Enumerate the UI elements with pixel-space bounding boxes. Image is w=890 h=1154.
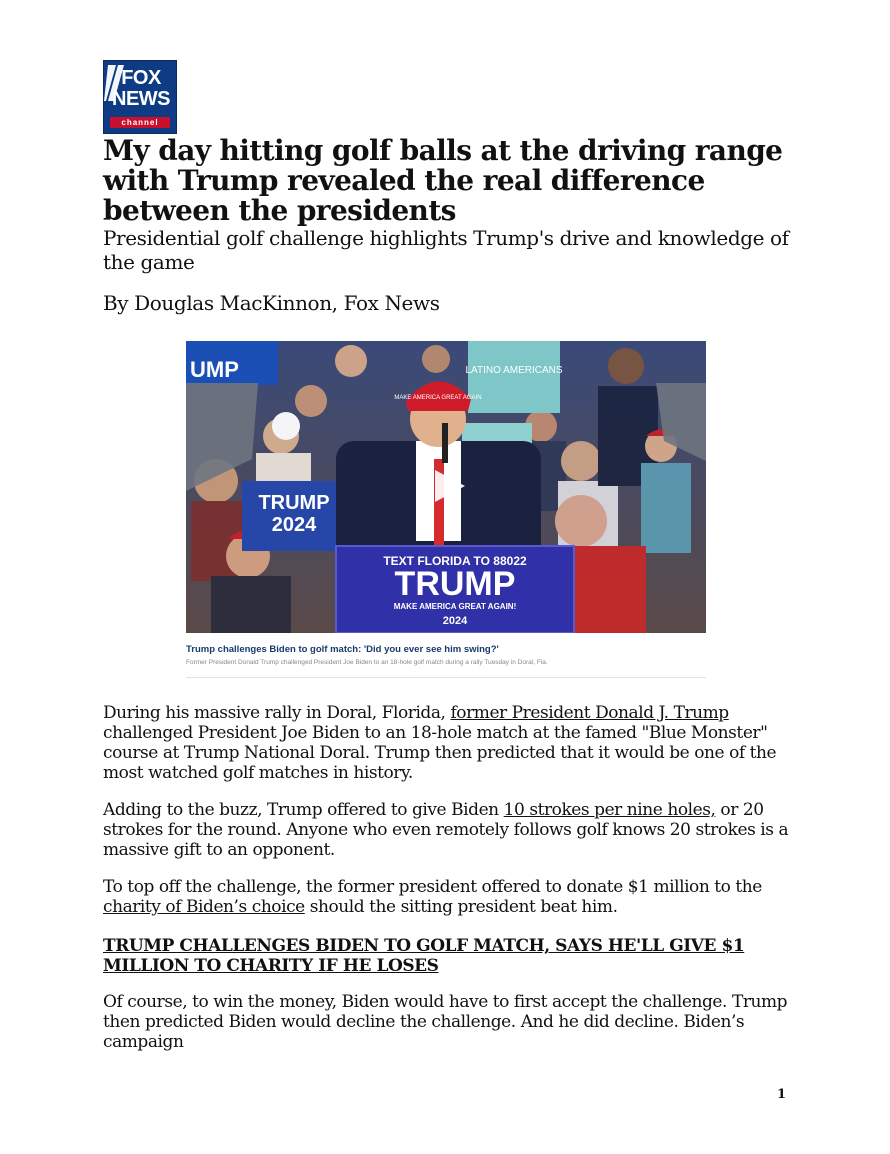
sign-trump-2024-b: 2024 <box>271 514 317 536</box>
p1-text-a: During his massive rally in Doral, Florida, <box>103 703 451 723</box>
article-subtitle: Presidential golf challenge highlights Trump's drive and knowledge of the game <box>103 226 789 274</box>
fox-news-logo[interactable] <box>103 60 177 134</box>
logo-channel-text: channel <box>110 117 170 128</box>
charity-link[interactable]: charity of Biden’s choice <box>103 897 305 917</box>
play-icon[interactable] <box>431 468 467 504</box>
strokes-link[interactable]: 10 strokes per nine holes, <box>503 800 716 820</box>
podium-trump: TRUMP <box>394 565 516 603</box>
p3-text-a: To top off the challenge, the former president offered to donate $1 million to the <box>103 877 762 897</box>
p2-text-b: or 20 strokes for the round. Anyone who even remotely follows golf knows 20 strokes is a massive gift to an opponent. <box>103 800 789 860</box>
trump-profile-link[interactable]: former President Donald J. Trump <box>450 703 729 723</box>
p1-text-b: challenged President Joe Biden to an 18-hole match at the famed "Blue Monster" course at Trump National Doral. Trump then predicted that it would be one of the most watched golf matches in history. <box>103 723 777 783</box>
p3-text-b: should the sitting president beat him. <box>304 897 618 917</box>
sign-trump-2024-a: TRUMP <box>258 492 330 514</box>
video-caption-title[interactable]: Trump challenges Biden to golf match: 'Did you ever see him swing?' <box>186 644 499 655</box>
article-byline: By Douglas MacKinnon, Fox News <box>103 291 440 315</box>
video-caption-text: Former President Donald Trump challenged President Joe Biden to an 18-hole golf match during a rally Tuesday in Doral, Fla. <box>186 659 548 666</box>
page-number: 1 <box>777 1087 787 1102</box>
related-article-link[interactable]: TRUMP CHALLENGES BIDEN TO GOLF MATCH, SAYS HE'LL GIVE $1 MILLION TO CHARITY IF HE LOSES <box>103 936 745 976</box>
logo-news-text: NEWS <box>112 88 170 110</box>
caption-divider <box>186 677 706 678</box>
paragraph-4: Of course, to win the money, Biden would have to first accept the challenge. Trump then predicted Biden would decline the challenge. And he did decline. Biden’s campaign <box>103 992 788 1052</box>
logo-fox-text: FOX <box>121 67 161 89</box>
sign-ump: UMP <box>190 357 239 382</box>
sign-latino: LATINO AMERICANS <box>465 365 563 376</box>
paragraph-2 <box>103 800 793 860</box>
podium-year: 2024 <box>442 615 468 627</box>
hat-text: MAKE AMERICA GREAT AGAIN <box>394 395 482 401</box>
p2-text-a: Adding to the buzz, Trump offered to give Biden <box>103 800 504 820</box>
podium-text-line: TEXT FLORIDA TO 88022 <box>383 554 527 568</box>
paragraph-3 <box>103 877 793 917</box>
paragraph-1 <box>103 703 793 783</box>
podium-slogan: MAKE AMERICA GREAT AGAIN! <box>393 602 517 611</box>
article-title: My day hitting golf balls at the driving range with Trump revealed the real difference between the presidents <box>103 134 783 227</box>
